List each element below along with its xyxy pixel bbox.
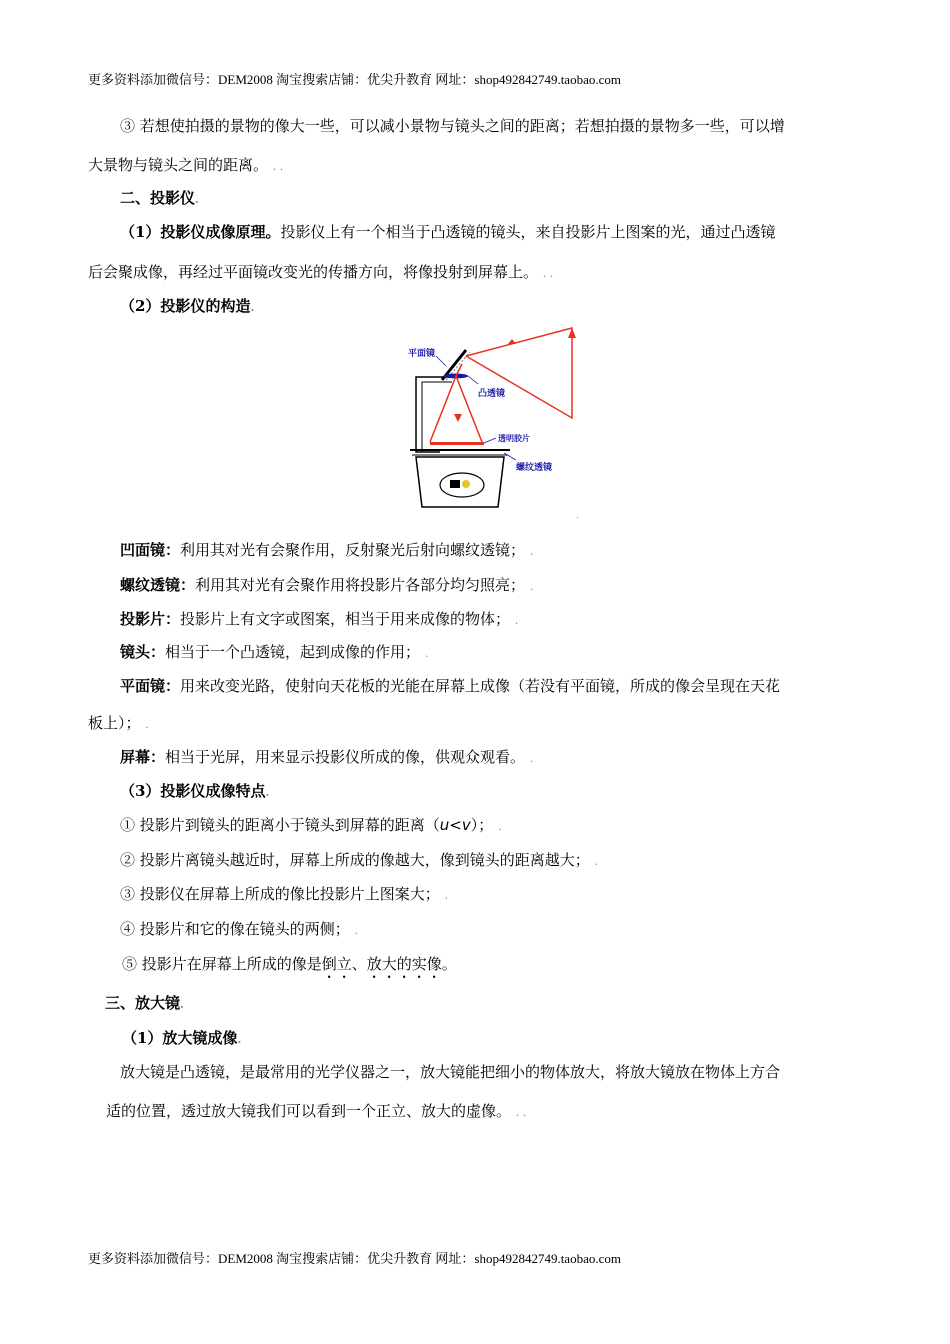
label-fresnel-lens: 螺纹透镜 <box>516 463 553 473</box>
projector-diagram <box>400 322 600 522</box>
section-heading: 三、放大镜. <box>105 994 184 1012</box>
paragraph-line: 后会聚成像，再经过平面镜改变光的传播方向，将像投射到屏幕上。 . . <box>88 263 554 281</box>
page-footer: 更多资料添加微信号：DEM2008 淘宝搜索店铺：优尖升教育 网址：shop492842749.taobao.com <box>88 1251 621 1266</box>
feature-item: ④ 投影片和它的像在镜头的两侧； . <box>120 920 359 938</box>
paragraph-line: 大景物与镜头之间的距离。 . . <box>88 156 284 174</box>
label-slide: 透明胶片 <box>498 434 530 443</box>
light-ray <box>466 328 572 418</box>
page-header: 更多资料添加微信号：DEM2008 淘宝搜索店铺：优尖升教育 网址：shop492842749.taobao.com <box>88 72 621 87</box>
feature-item: ⑤ 投影片在屏幕上所成的像是倒立、放大的实像。 <box>122 955 457 973</box>
concave-mirror <box>440 473 484 497</box>
subsection-heading: （2）投影仪的构造. <box>120 297 255 315</box>
part-item: 投影片：投影片上有文字或图案，相当于用来成像的物体； . <box>120 610 519 628</box>
feature-item: ③ 投影仪在屏幕上所成的像比投影片上图案大； . <box>120 885 449 903</box>
part-item: 平面镜：用来改变光路，使射向天花板的光能在屏幕上成像（若没有平面镜，所成的像会呈现在天花 <box>120 677 781 695</box>
paragraph-line: 放大镜是凸透镜，是最常用的光学仪器之一，放大镜能把细小的物体放大，将放大镜放在物体上方合 <box>120 1063 781 1081</box>
lamp-icon <box>450 480 460 488</box>
emphasized-text: 倒立、放大的实像 <box>321 955 442 973</box>
part-item: 镜头：相当于一个凸透镜，起到成像的作用； . <box>120 643 429 661</box>
paragraph-line: 适的位置，透过放大镜我们可以看到一个正立、放大的虚像。 . . <box>106 1102 527 1120</box>
feature-item: ① 投影片到镜头的距离小于镜头到屏幕的距离（u<v）； . <box>120 816 502 834</box>
transparent-slide <box>430 442 484 445</box>
label-convex-lens: 凸透镜 <box>478 389 506 399</box>
feature-item: ② 投影片离镜头越近时，屏幕上所成的像越大，像到镜头的距离越大； . <box>120 851 599 869</box>
paragraph-line: ③ 若想使拍摄的景物的像大一些，可以减小景物与镜头之间的距离；若想拍摄的景物多一些，可以增 <box>120 117 785 135</box>
part-item-continued: 板上）； . <box>88 714 149 732</box>
part-item: 螺纹透镜：利用其对光有会聚作用将投影片各部分均匀照亮； . <box>120 576 534 594</box>
subsection-heading: （1）放大镜成像. <box>122 1029 242 1047</box>
paragraph-line: （1）投影仪成像原理。投影仪上有一个相当于凸透镜的镜头，来自投影片上图案的光，通过凸透镜 <box>120 223 776 241</box>
paragraph-mark: . <box>576 511 579 521</box>
subsection-heading: （3）投影仪成像特点. <box>120 782 270 800</box>
label-plane-mirror: 平面镜 <box>408 349 436 359</box>
light-ray <box>430 376 482 442</box>
part-item: 凹面镜：利用其对光有会聚作用，反射聚光后射向螺纹透镜； . <box>120 541 534 559</box>
section-heading: 二、投影仪. <box>120 189 199 207</box>
part-item: 屏幕：相当于光屏，用来显示投影仪所成的像，供观众观看。 . <box>120 748 534 766</box>
